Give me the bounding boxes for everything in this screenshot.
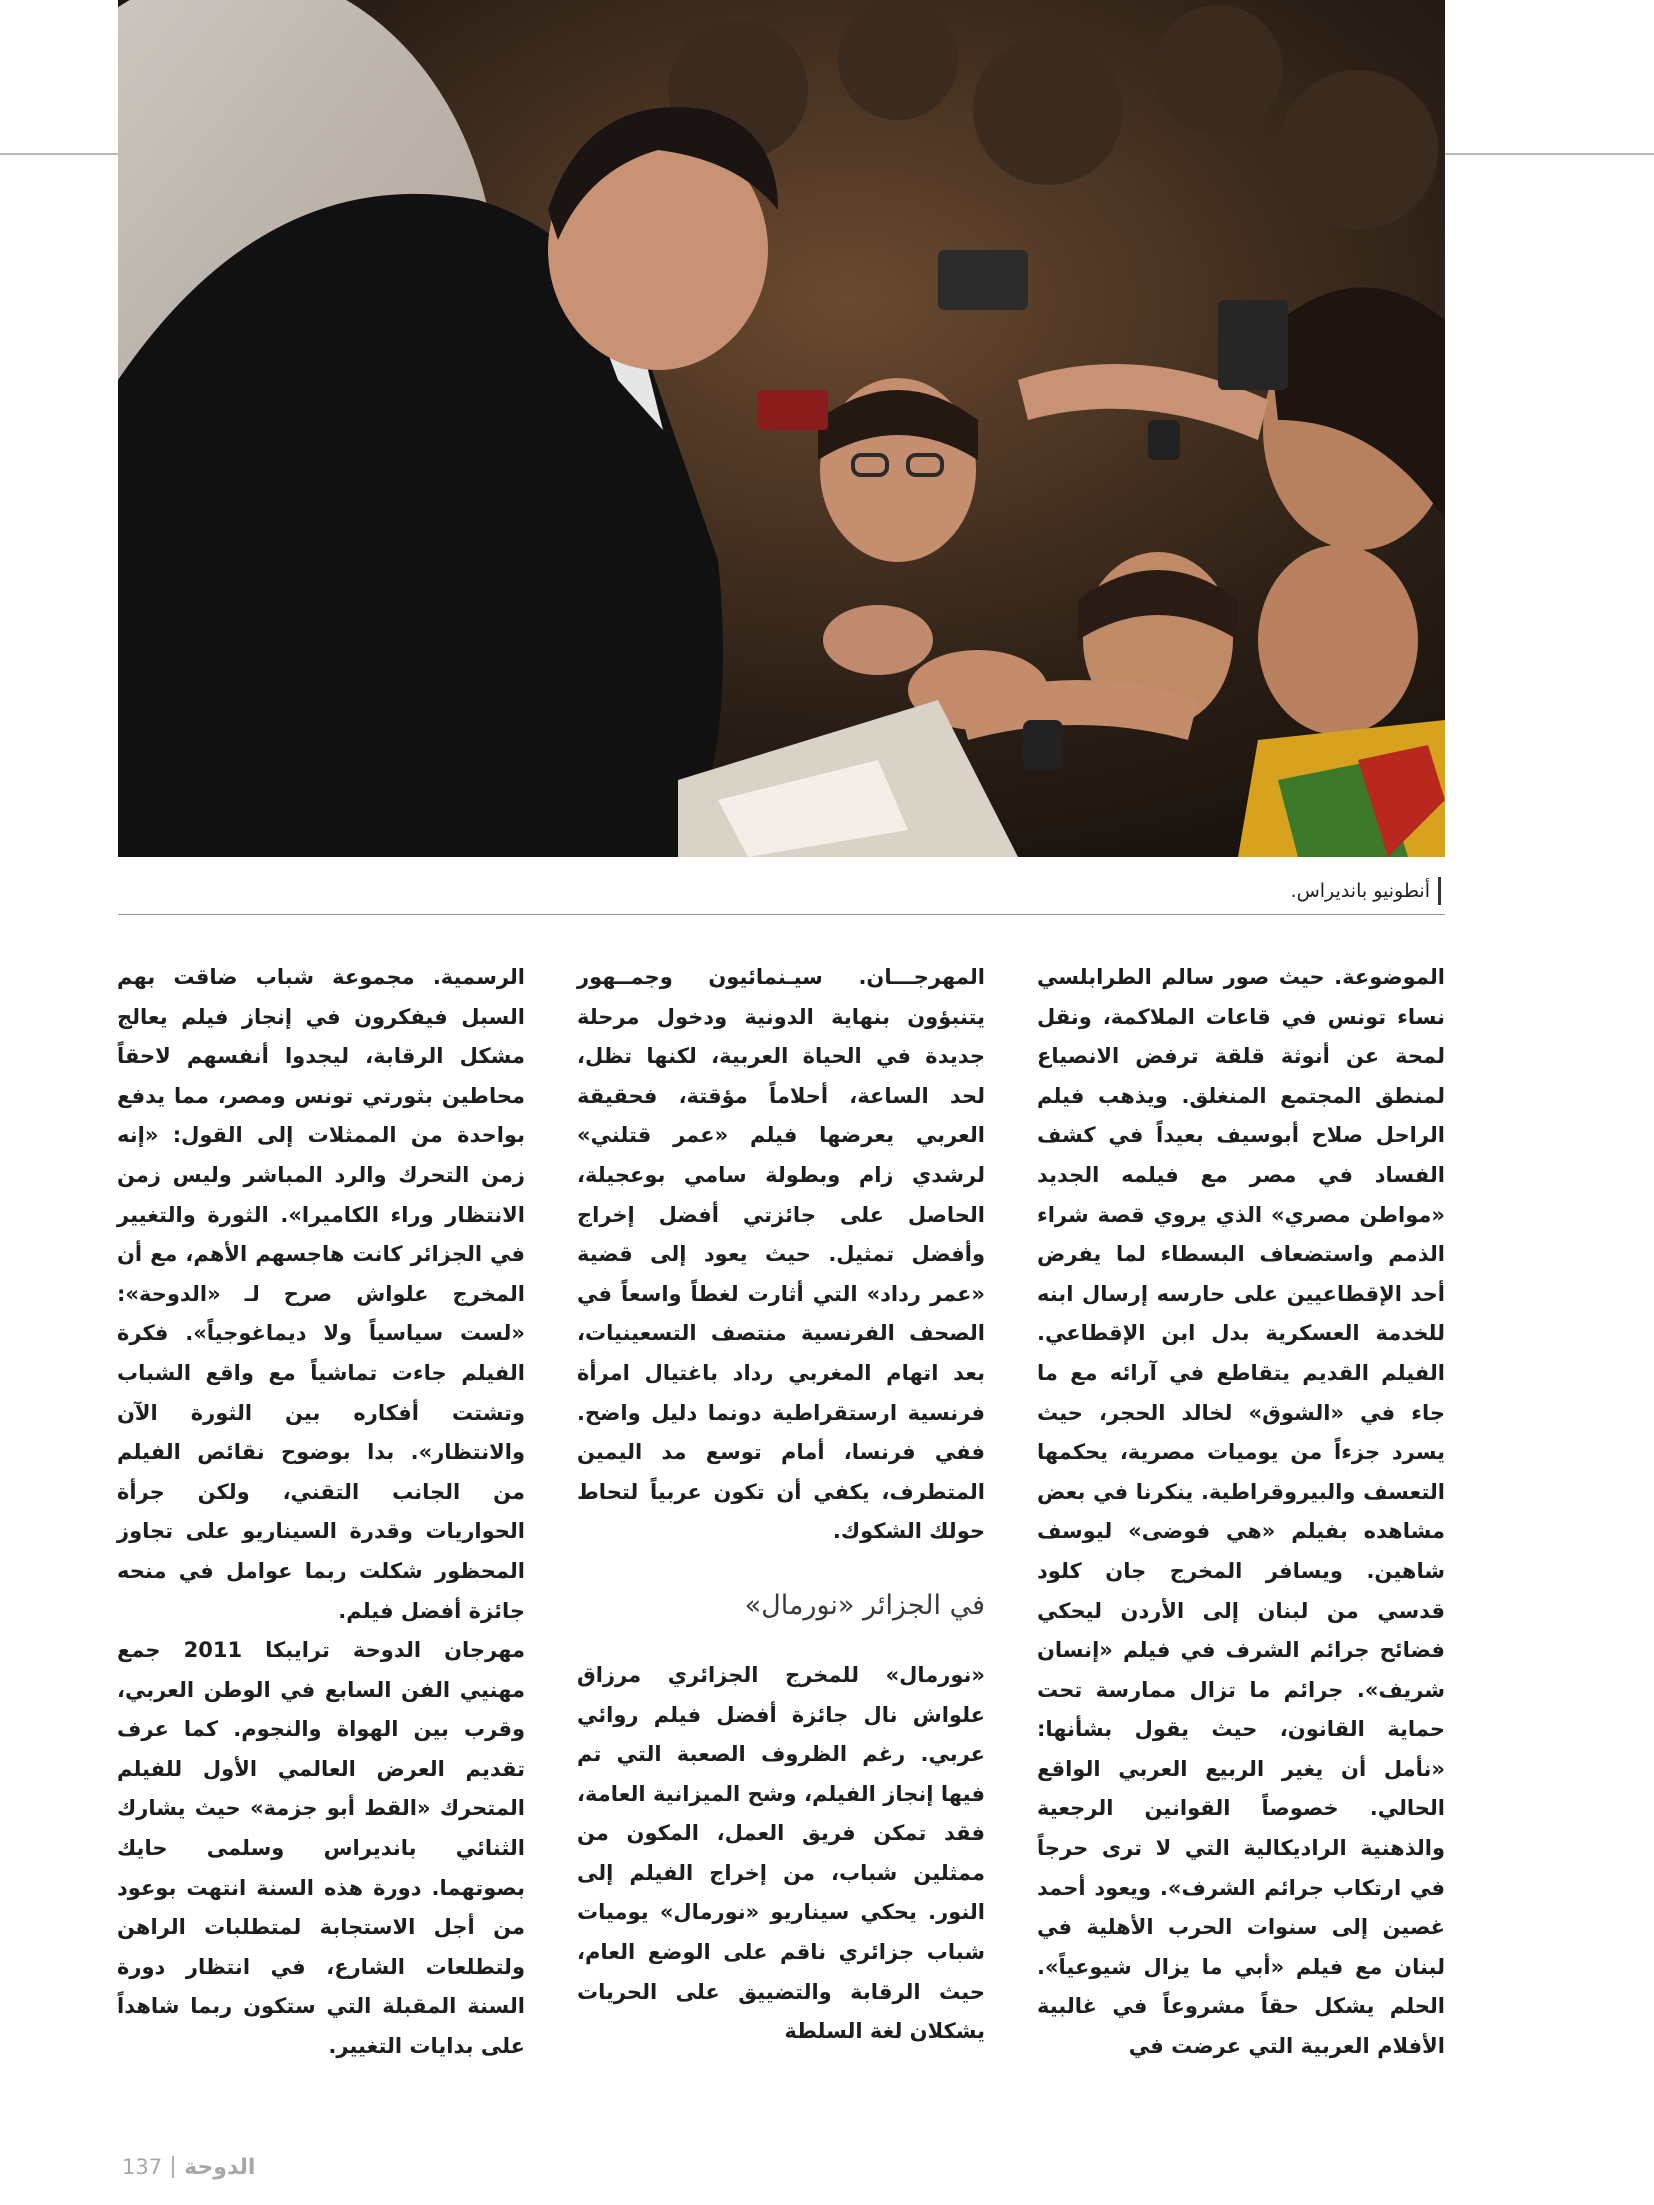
top-rule-right bbox=[1445, 153, 1654, 155]
footer-separator bbox=[172, 2156, 174, 2178]
article-paragraph: المهرجـــان. سيـنمائيون وجمــهور يتنبؤون بنهاية الدونية ودخول مرحلة جديدة في الحياة العربية، لكنها تظل، لحد الساعة، أحلاماً مؤقتة، فحقيقة العربي يعرضها فيلم «عمر قتلني» لرشدي زام وبطولة سامي بوعجيلة، الحاصل على جائزتي أفضل إخراج وأفضل تمثيل. حيث يعود إلى قضية «عمر رداد» التي أثارت لغطاً واسعاً في الصحف الفرنسية منتصف التسعينيات، بعد اتهام المغربي رداد باغتيال امرأة فرنسية ارستقراطية دونما دليل واضح. ففي فرنسا، أمام توسع مد اليمين المتطرف، يكفي أن تكون عربياً لتحاط حولك الشكوك. bbox=[577, 965, 985, 1544]
magazine-name: الدوحة bbox=[184, 2154, 256, 2180]
article-paragraph: الموضوعة. حيث صور سالم الطرابلسي نساء تونس في قاعات الملاكمة، ونقل لمحة عن أنوثة قلقة ترفض الانصياع لمنطق المجتمع المنغلق. ويذهب فيلم الراحل صلاح أبوسيف بعيداً في كشف الفساد في مصر مع فيلمه الجديد «مواطن مصري» الذي يروي قصة شراء الذمم واستضعاف البسطاء لما يفرض أحد الإقطاعيين على حارسه إرسال ابنه للخدمة العسكرية بدل ابن الإقطاعي. الفيلم القديم يتقاطع في آرائه مع ما جاء في «الشوق» لخالد الحجر، حيث يسرد جزءاً من يوميات مصرية، يحكمها التعسف والبيروقراطية. ينكرنا في بعض مشاهده بفيلم «هي فوضى» ليوسف شاهين. ويسافر المخرج جان كلود قدسي من لبنان إلى الأردن ليحكي فضائح جرائم الشرف في فيلم «إنسان شريف». جرائم ما تزال ممارسة تحت حماية القانون، حيث يقول بشأنها: «نأمل أن يغير الربيع العربي الواقع الحالي. خصوصاً القوانين الرجعية والذهنية الراديكالية التي لا ترى حرجاً في ارتكاب جرائم الشرف». ويعود أحمد غصين إلى سنوات الحرب الأهلية في لبنان مع فيلم «أبي ما يزال شيوعياً». الحلم يشكل حقاً مشروعاً في غالبية الأفلام العربية التي عرضت في bbox=[1037, 965, 1445, 2059]
article-column-right bbox=[1037, 958, 1445, 2067]
article-column-middle bbox=[577, 958, 985, 2052]
lead-photo bbox=[118, 0, 1445, 857]
caption-marker bbox=[1438, 877, 1441, 905]
top-rule-left bbox=[0, 153, 118, 155]
section-subheading: في الجزائر «نورمال» bbox=[744, 1589, 985, 1621]
caption-divider bbox=[118, 914, 1445, 915]
caption-text: أنطونيو بانديراس. bbox=[1290, 880, 1430, 902]
photo-illustration bbox=[118, 0, 1445, 857]
article-paragraph: «نورمال» للمخرج الجزائري مرزاق علواش نال جائزة أفضل فيلم روائي عربي. رغم الظروف الصعبة التي تم فيها إنجاز الفيلم، وشح الميزانية العامة، فقد تمكن فريق العمل، المكون من ممثلين شباب، من إخراج الفيلم إلى النور. يحكي سيناريو «نورمال» يوميات شباب جزائري ناقم على الوضع العام، حيث الرقابة والتضييق على الحريات يشكلان لغة السلطة bbox=[577, 1662, 985, 2044]
article-column-left bbox=[117, 958, 525, 2067]
article-paragraph: الرسمية. مجموعة شباب ضاقت بهم السبل فيفكرون في إنجاز فيلم يعالج مشكل الرقابة، ليجدوا أنفسهم لاحقاً محاطين بثورتي تونس ومصر، مما يدفع بواحدة من الممثلات إلى القول: «إنه زمن التحرك والرد المباشر وليس زمن الانتظار وراء الكاميرا». الثورة والتغيير في الجزائر كانت هاجسهم الأهم، مع أن المخرج علواش صرح لـ «الدوحة»: «لست سياسياً ولا ديماغوجياً». فكرة الفيلم جاءت تماشياً مع واقع الشباب وتشتت أفكاره بين الثورة الآن والانتظار». بدا بوضوح نقائص الفيلم من الجانب التقني، ولكن جرأة الحواريات وقدرة السيناريو على تجاوز المحظور شكلت ربما عوامل في منحه جائزة أفضل فيلم. bbox=[117, 965, 525, 1623]
article-paragraph: مهرجان الدوحة ترايبكا 2011 جمع مهنيي الفن السابع في الوطن العربي، وقرب بين الهواة والنجوم. كما عرف تقديم العرض العالمي الأول للفيلم المتحرك «القط أبو جزمة» حيث يشارك الثنائي بانديراس وسلمى حايك بصوتهما. دورة هذه السنة انتهت بوعود من أجل الاستجابة لمتطلبات الراهن ولتطلعات الشارع، في انتظار دورة السنة المقبلة التي ستكون ربما شاهداً على بدايات التغيير. bbox=[117, 1638, 525, 2059]
page-footer bbox=[122, 2149, 255, 2185]
photo-caption bbox=[1291, 876, 1441, 906]
page-number: 137 bbox=[122, 2155, 163, 2179]
